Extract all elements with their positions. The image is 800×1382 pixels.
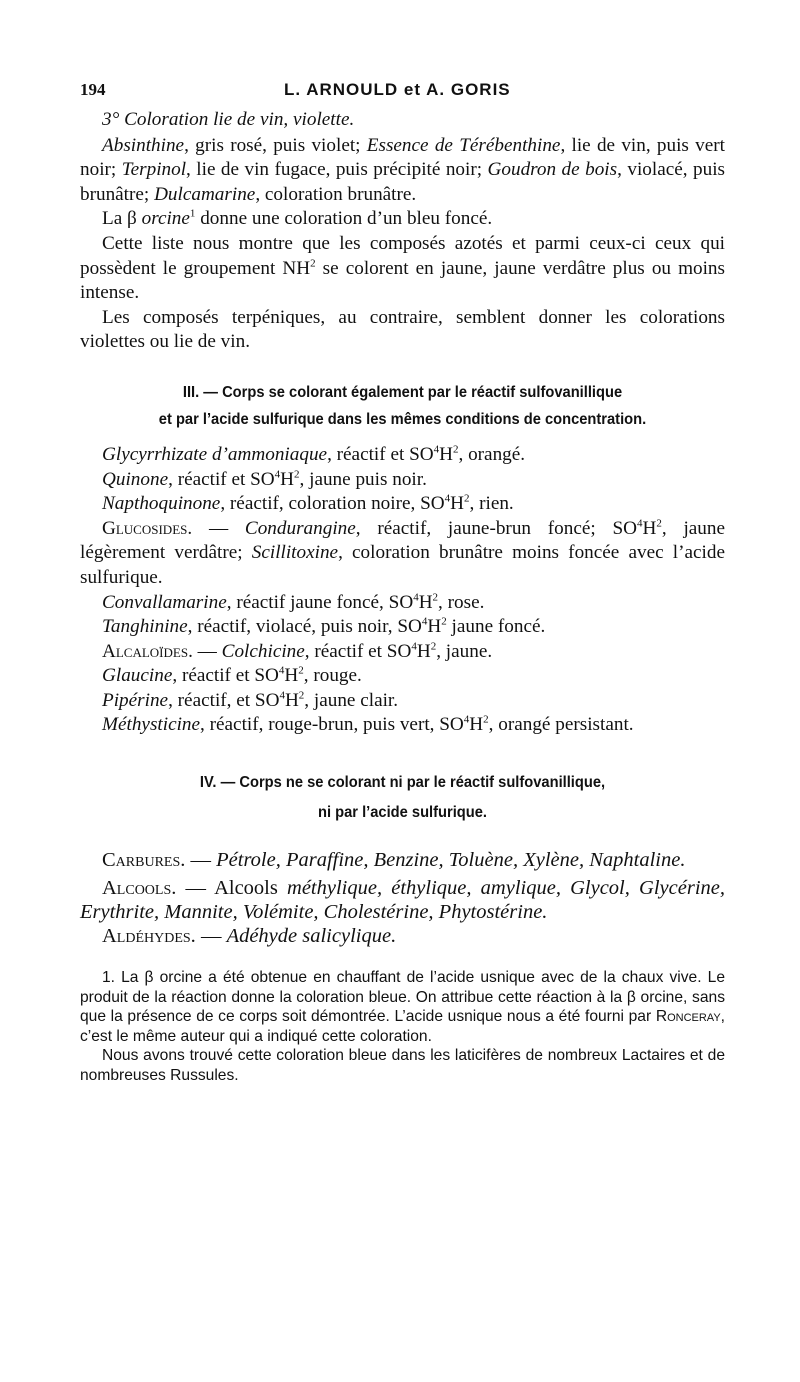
entry-alcools: Alcools. — Alcools méthylique, éthylique, amylique, Glycol, Glycérine, Erythrite, Mannite, Volémite, Cholestérine, Phytostérine. (80, 877, 725, 924)
page-header (80, 80, 725, 108)
page (80, 80, 725, 1085)
footnote-1-continued: Nous avons trouvé cette coloration bleue dans les laticifères de nombreux Lactaires et de nombreuses Russules. (80, 1047, 725, 1084)
footnotes (80, 968, 725, 1085)
paragraph-terpeniques: Les composés terpéniques, au contraire, semblent donner les colorations violettes ou lie de vin. (80, 306, 725, 353)
entry-tanghinine: Tanghinine, réactif, violacé, puis noir, $SO^4H^2$ jaune foncé. (102, 615, 546, 638)
entry-glaucine: Glaucine, réactif et $SO^4H^2$, rouge. (102, 664, 362, 687)
section-IV-heading-line2: ni par l’acide sulfurique. (318, 804, 487, 822)
running-title: L. ARNOULD et A. GORIS (284, 80, 511, 99)
section-III-heading: III. — Corps se colorant également par le réactif sulfovanillique (182, 383, 623, 401)
footnote-ref: 1 (189, 207, 196, 220)
section-IV-entries (80, 848, 725, 948)
paragraph-list: Cette liste nous montre que les composés azotés et parmi ceux-ci ceux qui possèdent le groupement $NH^2$ se colorent en jaune, jaune verdâtre plus ou moins intense. (80, 232, 725, 304)
section-3-title: 3° Coloration lie de vin, violette. (102, 109, 355, 130)
section-III-heading-line2: et par l’acide sulfurique dans les mêmes conditions de concentration. (158, 410, 647, 428)
entry-napthoquinone: Napthoquinone, réactif, coloration noire, $SO^4H^2$, rien. (102, 492, 514, 515)
entry-convallamarine: Convallamarine, réactif jaune foncé, $SO^4H^2$, rose. (102, 591, 485, 613)
footnote-1: 1. La β orcine a été obtenue en chauffant de l’acide usnique avec de la chaux vive. Le produit de la réaction donne la coloration bleue. On attribue cette réaction à la β orcine, sans que la présence de ce corps soit démontrée. L’acide usnique nous a été fourni par Ronceray, c’est le même auteur qui a indiqué cette coloration. (80, 969, 725, 1045)
entry-piperine: Pipérine, réactif, et $SO^4H^2$, jaune clair. (102, 689, 399, 711)
paragraph-absinthine: Absinthine, gris rosé, puis violet; Essence de Térébenthine, lie de vin, puis vert noir; Terpinol, lie de vin fugace, puis précipité noir; Goudron de bois, violacé, puis brunâtre; Dulcamarine, coloration brunâtre. (80, 134, 725, 205)
entry-methysticine: Méthysticine, réactif, rouge-brun, puis vert, $SO^4H^2$, orangé persistant. (102, 714, 634, 736)
page-number: 194 (80, 80, 106, 99)
entry-glucosides: Glucosides. — Condurangine, réactif, jaune-brun foncé; $SO^4H^2$, jaune légèrement verdâtre; Scillitoxine, coloration brunâtre moins foncée avec l’acide sulfurique. (80, 517, 726, 588)
footnote-number: 1. (102, 969, 116, 987)
paragraph-orcine: La β orcine$^1$ donne une coloration d’un bleu foncé. (102, 207, 493, 230)
entry-quinone: Quinone, réactif et $SO^4H^2$, jaune puis noir. (102, 468, 427, 490)
section-IV-heading: IV. — Corps ne se colorant ni par le réactif sulfovanillique, (199, 774, 606, 792)
entry-carbures: Carbures. — Pétrole, Paraffine, Benzine, Toluène, Xylène, Naphtaline. (102, 849, 686, 872)
entry-aldehydes: Aldéhydes. — Adéhyde salicylique. (102, 925, 397, 948)
entry-glycyrrhizate: Glycyrrhizate d’ammoniaque, réactif et $SO^4H^2$, orangé. (102, 443, 526, 465)
entry-alcaloides: Alcaloïdes. — Colchicine, réactif et $SO^4H^2$, jaune. (102, 640, 493, 662)
